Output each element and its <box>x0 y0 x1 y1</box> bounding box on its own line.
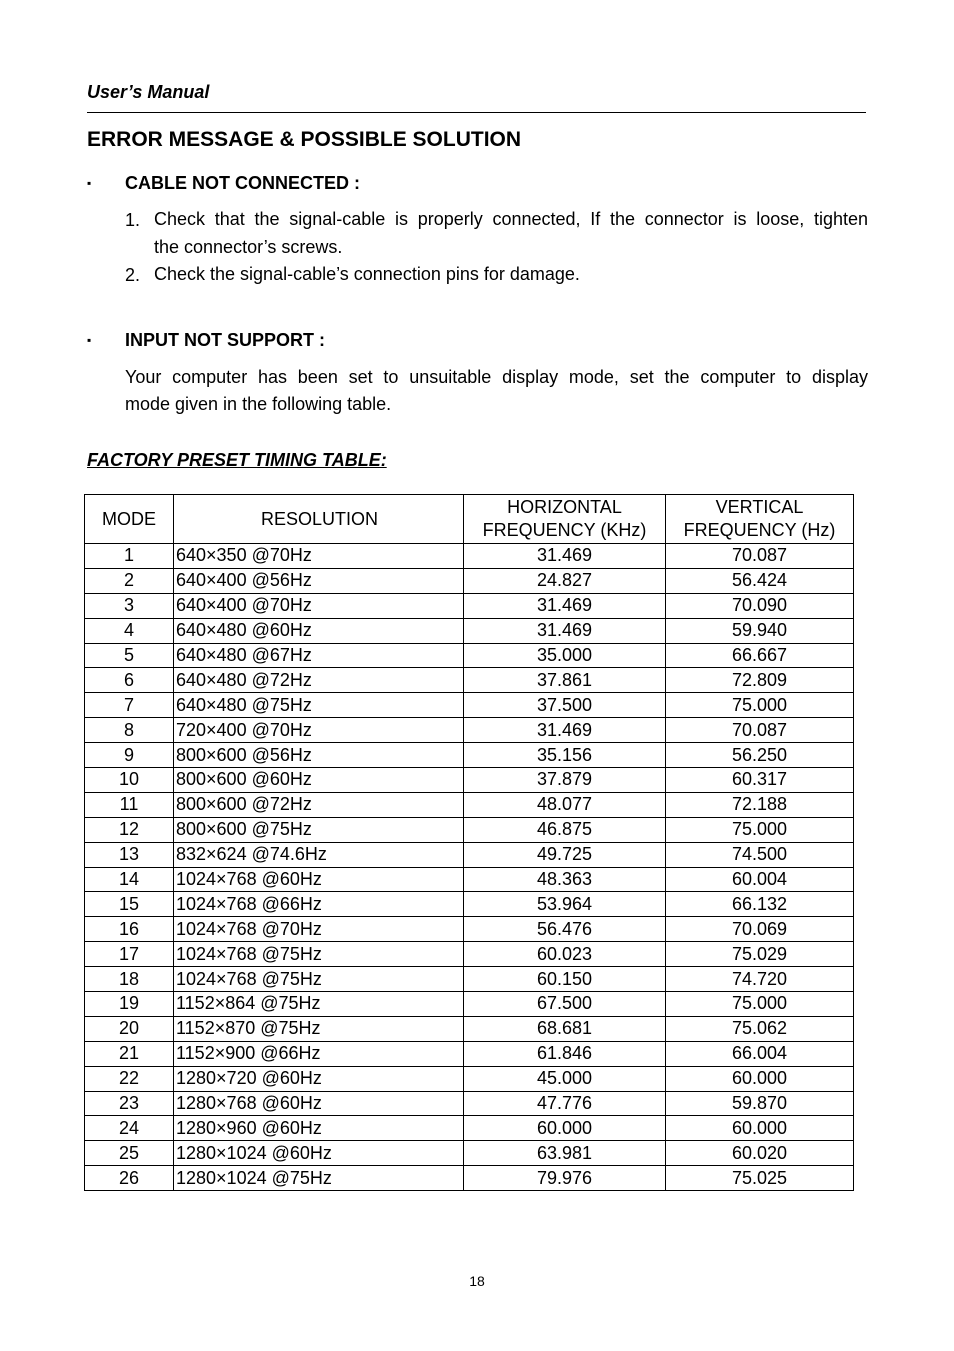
cell-horizontal-frequency: 79.976 <box>464 1166 666 1191</box>
input-paragraph-line-2: mode given in the following table. <box>125 394 392 414</box>
cell-vertical-frequency: 74.720 <box>666 967 854 992</box>
cell-vertical-frequency: 75.029 <box>666 942 854 967</box>
cell-horizontal-frequency: 53.964 <box>464 892 666 917</box>
table-row <box>85 1116 854 1141</box>
cell-vertical-frequency: 72.188 <box>666 792 854 817</box>
cell-horizontal-frequency: 61.846 <box>464 1041 666 1066</box>
page-number: 18 <box>469 1273 485 1289</box>
table-row <box>85 817 854 842</box>
cell-mode: 22 <box>85 1066 174 1091</box>
table-row <box>85 643 854 668</box>
header-horizontal-line-2: FREQUENCY (KHz) <box>482 520 647 540</box>
cell-horizontal-frequency: 37.879 <box>464 768 666 793</box>
cell-mode: 18 <box>85 967 174 992</box>
cell-horizontal-frequency: 35.156 <box>464 743 666 768</box>
section-title: ERROR MESSAGE & POSSIBLE SOLUTION <box>87 128 522 151</box>
cell-resolution: 1152×870 @75Hz <box>174 1016 464 1041</box>
table-row <box>85 892 854 917</box>
header-horizontal-frequency <box>464 495 666 544</box>
cell-resolution: 640×480 @75Hz <box>174 693 464 718</box>
cell-mode: 3 <box>85 593 174 618</box>
cell-vertical-frequency: 72.809 <box>666 668 854 693</box>
step-1-line-1: Check that the signal-cable is properly connected, If the connector is loose, tighten <box>154 209 868 229</box>
cell-mode: 9 <box>85 743 174 768</box>
cell-horizontal-frequency: 56.476 <box>464 917 666 942</box>
cell-horizontal-frequency: 47.776 <box>464 1091 666 1116</box>
step-1-line-2: the connector’s screws. <box>154 237 343 257</box>
header-vertical-line-1: VERTICAL <box>715 497 804 517</box>
cell-horizontal-frequency: 60.150 <box>464 967 666 992</box>
cell-mode: 16 <box>85 917 174 942</box>
bullet-icon: ▪ <box>87 176 92 190</box>
cell-resolution: 1024×768 @75Hz <box>174 942 464 967</box>
cell-horizontal-frequency: 31.469 <box>464 544 666 569</box>
cell-vertical-frequency: 75.062 <box>666 1016 854 1041</box>
cell-mode: 11 <box>85 792 174 817</box>
step-number: 2. <box>125 265 141 285</box>
cell-vertical-frequency: 60.000 <box>666 1116 854 1141</box>
cell-vertical-frequency: 70.090 <box>666 593 854 618</box>
header-vertical-frequency <box>666 495 854 544</box>
input-not-support-label: INPUT NOT SUPPORT : <box>125 330 326 350</box>
cell-resolution: 640×350 @70Hz <box>174 544 464 569</box>
cell-vertical-frequency: 66.667 <box>666 643 854 668</box>
step-number: 1. <box>125 210 141 230</box>
cell-resolution: 720×400 @70Hz <box>174 718 464 743</box>
table-row <box>85 1166 854 1191</box>
cell-resolution: 1280×1024 @75Hz <box>174 1166 464 1191</box>
cell-resolution: 1152×864 @75Hz <box>174 992 464 1017</box>
header-mode: MODE <box>85 495 174 544</box>
cell-horizontal-frequency: 31.469 <box>464 618 666 643</box>
cell-mode: 7 <box>85 693 174 718</box>
table-row <box>85 618 854 643</box>
cell-mode: 21 <box>85 1041 174 1066</box>
table-row <box>85 842 854 867</box>
cell-resolution: 1280×1024 @60Hz <box>174 1141 464 1166</box>
cell-resolution: 1280×768 @60Hz <box>174 1091 464 1116</box>
cell-horizontal-frequency: 31.469 <box>464 718 666 743</box>
table-row <box>85 967 854 992</box>
cell-horizontal-frequency: 37.500 <box>464 693 666 718</box>
table-row <box>85 568 854 593</box>
cell-mode: 15 <box>85 892 174 917</box>
cell-resolution: 800×600 @56Hz <box>174 743 464 768</box>
cell-horizontal-frequency: 60.000 <box>464 1116 666 1141</box>
header-resolution: RESOLUTION <box>174 495 464 544</box>
cell-mode: 19 <box>85 992 174 1017</box>
cell-vertical-frequency: 59.940 <box>666 618 854 643</box>
cell-horizontal-frequency: 60.023 <box>464 942 666 967</box>
table-row <box>85 593 854 618</box>
cell-resolution: 640×400 @56Hz <box>174 568 464 593</box>
cell-vertical-frequency: 75.025 <box>666 1166 854 1191</box>
cell-vertical-frequency: 59.870 <box>666 1091 854 1116</box>
cell-resolution: 1280×720 @60Hz <box>174 1066 464 1091</box>
cell-vertical-frequency: 60.317 <box>666 768 854 793</box>
table-row <box>85 1066 854 1091</box>
cell-mode: 13 <box>85 842 174 867</box>
cell-resolution: 800×600 @60Hz <box>174 768 464 793</box>
cell-horizontal-frequency: 67.500 <box>464 992 666 1017</box>
cell-mode: 5 <box>85 643 174 668</box>
header-vertical-line-2: FREQUENCY (Hz) <box>683 520 836 540</box>
cell-vertical-frequency: 74.500 <box>666 842 854 867</box>
cell-vertical-frequency: 66.004 <box>666 1041 854 1066</box>
input-paragraph-line-1: Your computer has been set to unsuitable display mode, set the computer to display <box>125 367 868 387</box>
cell-horizontal-frequency: 48.077 <box>464 792 666 817</box>
table-header-row <box>85 495 854 544</box>
cell-horizontal-frequency: 63.981 <box>464 1141 666 1166</box>
cell-horizontal-frequency: 49.725 <box>464 842 666 867</box>
cell-mode: 17 <box>85 942 174 967</box>
timing-table-body <box>85 544 854 1191</box>
timing-table <box>84 494 854 1191</box>
table-row <box>85 867 854 892</box>
cell-resolution: 1152×900 @66Hz <box>174 1041 464 1066</box>
cell-mode: 14 <box>85 867 174 892</box>
header-rule <box>87 112 866 113</box>
manual-header-title: User’s Manual <box>87 82 210 102</box>
table-row <box>85 992 854 1017</box>
cell-resolution: 800×600 @75Hz <box>174 817 464 842</box>
cell-mode: 12 <box>85 817 174 842</box>
cell-vertical-frequency: 60.020 <box>666 1141 854 1166</box>
cell-mode: 6 <box>85 668 174 693</box>
cell-mode: 26 <box>85 1166 174 1191</box>
cell-resolution: 640×400 @70Hz <box>174 593 464 618</box>
table-heading: FACTORY PRESET TIMING TABLE: <box>87 450 387 470</box>
table-row <box>85 1141 854 1166</box>
bullet-icon: ▪ <box>87 333 92 347</box>
cell-vertical-frequency: 70.087 <box>666 718 854 743</box>
cell-mode: 1 <box>85 544 174 569</box>
cell-mode: 24 <box>85 1116 174 1141</box>
cell-vertical-frequency: 70.087 <box>666 544 854 569</box>
table-row <box>85 917 854 942</box>
table-row <box>85 792 854 817</box>
cell-vertical-frequency: 60.000 <box>666 1066 854 1091</box>
cell-resolution: 1024×768 @70Hz <box>174 917 464 942</box>
cell-mode: 4 <box>85 618 174 643</box>
cell-vertical-frequency: 56.250 <box>666 743 854 768</box>
cell-horizontal-frequency: 31.469 <box>464 593 666 618</box>
cell-horizontal-frequency: 48.363 <box>464 867 666 892</box>
table-row <box>85 1016 854 1041</box>
cell-resolution: 640×480 @67Hz <box>174 643 464 668</box>
table-row <box>85 668 854 693</box>
table-row <box>85 693 854 718</box>
cell-resolution: 832×624 @74.6Hz <box>174 842 464 867</box>
cell-horizontal-frequency: 46.875 <box>464 817 666 842</box>
cell-horizontal-frequency: 45.000 <box>464 1066 666 1091</box>
cell-vertical-frequency: 70.069 <box>666 917 854 942</box>
cell-vertical-frequency: 56.424 <box>666 568 854 593</box>
table-row <box>85 768 854 793</box>
cell-horizontal-frequency: 24.827 <box>464 568 666 593</box>
cell-mode: 20 <box>85 1016 174 1041</box>
cell-resolution: 1024×768 @66Hz <box>174 892 464 917</box>
table-row <box>85 544 854 569</box>
cell-resolution: 1024×768 @75Hz <box>174 967 464 992</box>
cell-vertical-frequency: 75.000 <box>666 992 854 1017</box>
cell-resolution: 800×600 @72Hz <box>174 792 464 817</box>
cell-mode: 10 <box>85 768 174 793</box>
cable-not-connected-label: CABLE NOT CONNECTED : <box>125 173 360 193</box>
table-row <box>85 1091 854 1116</box>
cell-horizontal-frequency: 68.681 <box>464 1016 666 1041</box>
table-row <box>85 1041 854 1066</box>
cell-vertical-frequency: 60.004 <box>666 867 854 892</box>
table-row <box>85 942 854 967</box>
cell-vertical-frequency: 66.132 <box>666 892 854 917</box>
cell-resolution: 1024×768 @60Hz <box>174 867 464 892</box>
cell-mode: 2 <box>85 568 174 593</box>
cell-resolution: 640×480 @60Hz <box>174 618 464 643</box>
cell-vertical-frequency: 75.000 <box>666 817 854 842</box>
cell-resolution: 1280×960 @60Hz <box>174 1116 464 1141</box>
cell-vertical-frequency: 75.000 <box>666 693 854 718</box>
step-2-line-1: Check the signal-cable’s connection pins for damage. <box>154 264 580 284</box>
header-horizontal-line-1: HORIZONTAL <box>507 497 622 517</box>
table-row <box>85 718 854 743</box>
cell-resolution: 640×480 @72Hz <box>174 668 464 693</box>
cell-horizontal-frequency: 35.000 <box>464 643 666 668</box>
cell-mode: 8 <box>85 718 174 743</box>
cell-horizontal-frequency: 37.861 <box>464 668 666 693</box>
table-row <box>85 743 854 768</box>
cell-mode: 25 <box>85 1141 174 1166</box>
cell-mode: 23 <box>85 1091 174 1116</box>
